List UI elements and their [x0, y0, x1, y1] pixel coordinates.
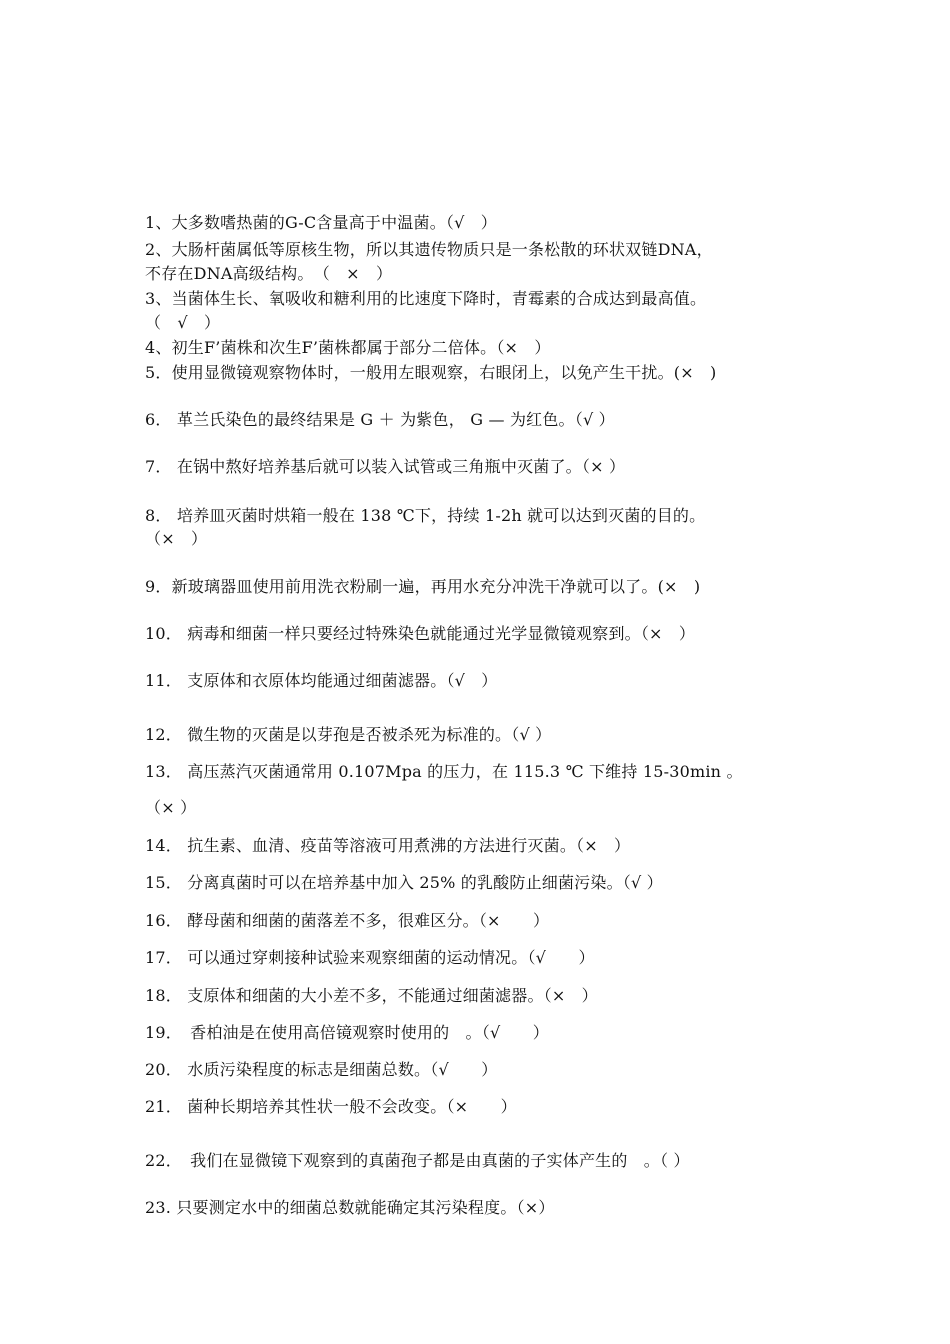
- question-17: 17． 可以通过穿刺接种试验来观察细菌的运动情况。（√ ）: [145, 948, 595, 967]
- question-11: 11． 支原体和衣原体均能通过细菌滤器。（√ ）: [145, 671, 498, 690]
- question-12: 12． 微生物的灭菌是以芽孢是否被杀死为标准的。（√ ）: [145, 725, 552, 744]
- question-23: 23. 只要测定水中的细菌总数就能确定其污染程度。（×）: [145, 1198, 555, 1217]
- question-4: 4、初生F’菌株和次生F’菌株都属于部分二倍体。（× ）: [145, 338, 551, 357]
- question-2-line-2: 不存在DNA高级结构。 （ × ）: [145, 264, 393, 283]
- question-6: 6． 革兰氏染色的最终结果是 G ＋ 为紫色， G — 为红色。（√ ）: [145, 410, 615, 429]
- question-7: 7． 在锅中熬好培养基后就可以装入试管或三角瓶中灭菌了。（× ）: [145, 457, 626, 476]
- question-16: 16． 酵母菌和细菌的菌落差不多，很难区分。（× ）: [145, 911, 550, 930]
- question-22: 22． 我们在显微镜下观察到的真菌孢子都是由真菌的子实体产生的 。（ ）: [145, 1151, 690, 1170]
- question-9: 9．新玻璃器皿使用前用洗衣粉刷一遍，再用水充分冲洗干净就可以了。(× ): [145, 577, 701, 596]
- question-8-line-1: 8． 培养皿灭菌时烘箱一般在 138 ℃下，持续 1-2h 就可以达到灭菌的目的。: [145, 506, 706, 525]
- question-14: 14． 抗生素、血清、疫苗等溶液可用煮沸的方法进行灭菌。（× ）: [145, 836, 631, 855]
- question-13-line-1: 13． 高压蒸汽灭菌通常用 0.107Mpa 的压力，在 115.3 ℃ 下维持 15-30min 。: [145, 762, 743, 781]
- question-19: 19． 香柏油是在使用高倍镜观察时使用的 。（√ ）: [145, 1023, 549, 1042]
- question-13-line-2: （× ）: [145, 798, 197, 817]
- question-2-line-1: 2、大肠杆菌属低等原核生物，所以其遗传物质只是一条松散的环状双链DNA，: [145, 240, 713, 259]
- question-3-line-1: 3、当菌体生长、氧吸收和糖利用的比速度下降时，青霉素的合成达到最高值。: [145, 289, 707, 308]
- question-15: 15． 分离真菌时可以在培养基中加入 25% 的乳酸防止细菌污染。（√ ）: [145, 873, 663, 892]
- question-1: 1、大多数嗜热菌的G-C含量高于中温菌。（√ ）: [145, 213, 497, 232]
- question-3-line-2: （ √ ）: [145, 313, 221, 332]
- question-10: 10． 病毒和细菌一样只要经过特殊染色就能通过光学显微镜观察到。（× ）: [145, 624, 696, 643]
- question-8-line-2: （× ）: [145, 529, 208, 548]
- question-21: 21． 菌种长期培养其性状一般不会改变。（× ）: [145, 1097, 517, 1116]
- question-5: 5．使用显微镜观察物体时，一般用左眼观察，右眼闭上，以免产生干扰。(× ): [145, 363, 717, 382]
- question-18: 18． 支原体和细菌的大小差不多，不能通过细菌滤器。（× ）: [145, 986, 598, 1005]
- question-20: 20． 水质污染程度的标志是细菌总数。（√ ）: [145, 1060, 498, 1079]
